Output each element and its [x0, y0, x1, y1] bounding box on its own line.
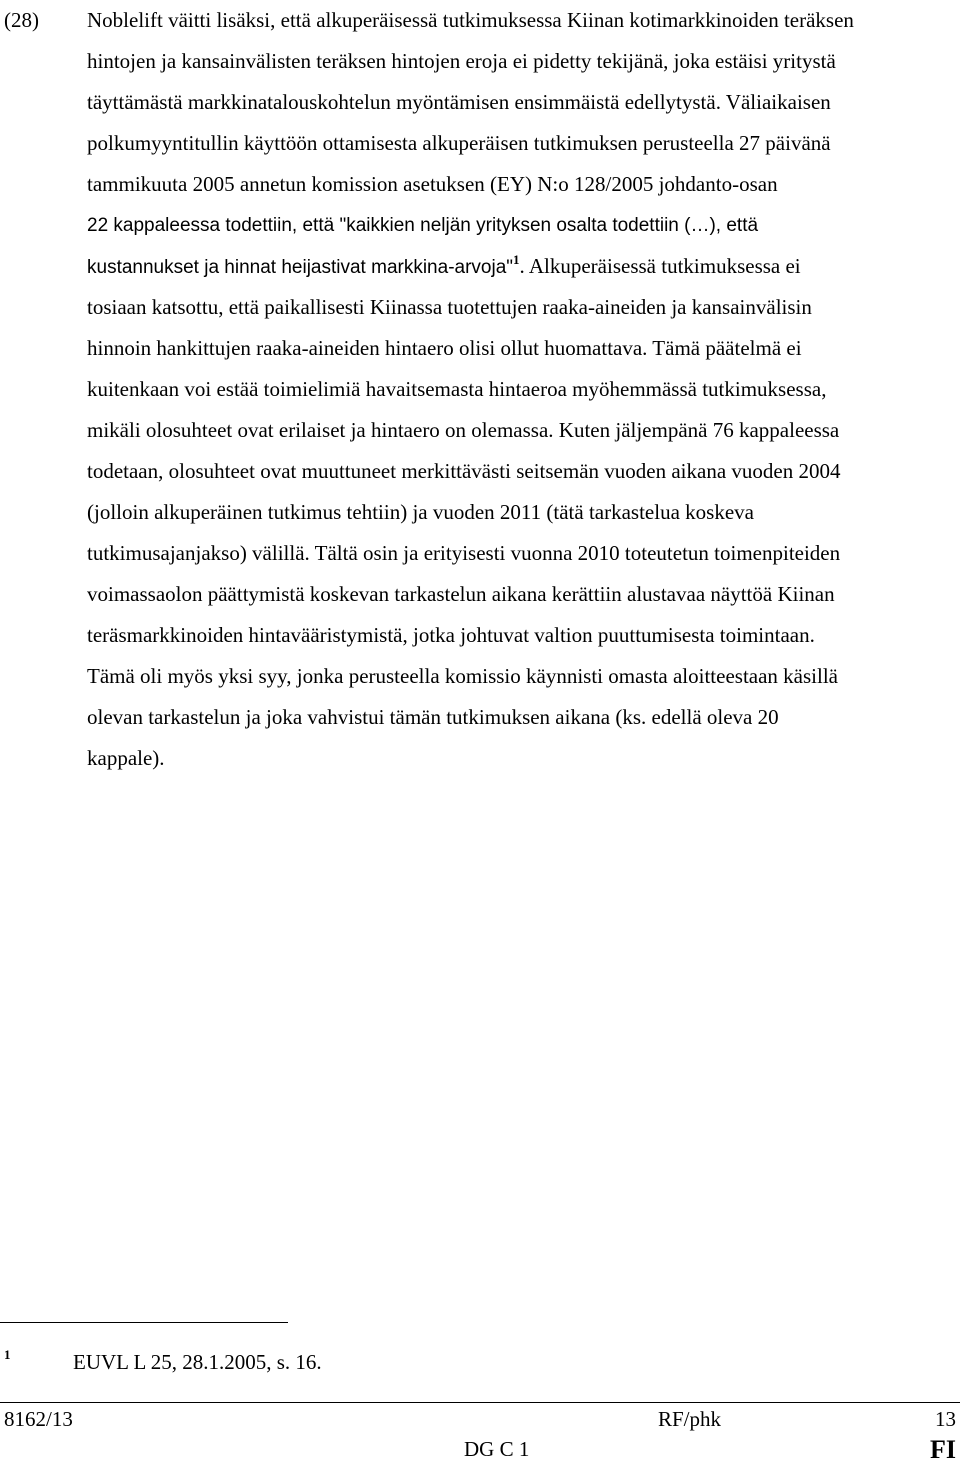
text-line: teräsmarkkinoiden hintavääristymistä, jotka johtuvat valtion puuttumisesta toimintaan. [87, 623, 815, 647]
text-line: olevan tarkastelun ja joka vahvistui tämän tutkimuksen aikana (ks. edellä oleva 20 [87, 705, 779, 729]
text-line: polkumyyntitullin käyttöön ottamisesta alkuperäisen tutkimuksen perusteella 27 päivänä [87, 131, 831, 155]
paragraph-28-body [87, 0, 959, 779]
quoted-text-line: 22 kappaleessa todettiin, että "kaikkien neljän yrityksen osalta todettiin (…), että [87, 215, 759, 236]
text-fragment: . Alkuperäisessä tutkimuksessa ei [519, 254, 801, 278]
text-line: kuitenkaan voi estää toimielimiä havaitsemasta hintaeroa myöhemmässä tutkimuksessa, [87, 377, 827, 401]
footer-separator [0, 1402, 960, 1403]
text-line-with-footnote [87, 246, 959, 287]
text-line: kappale). [87, 746, 165, 770]
text-line: Noblelift väitti lisäksi, että alkuperäisessä tutkimuksessa Kiinan kotimarkkinoiden teräksen [87, 8, 854, 32]
footnote-mark: 1 [4, 1347, 11, 1362]
text-line: mikäli olosuhteet ovat erilaiset ja hintaero on olemassa. Kuten jäljempänä 76 kappaleessa [87, 418, 840, 442]
footnote-reference[interactable]: 1 [513, 252, 520, 267]
text-line: todetaan, olosuhteet ovat muuttuneet merkittävästi seitsemän vuoden aikana vuoden 2004 [87, 459, 841, 483]
text-line: täyttämästä markkinatalouskohtelun myöntämisen ensimmäistä edellytystä. Väliaikaisen [87, 90, 831, 114]
department-code: DG C 1 [464, 1437, 530, 1461]
footnote-separator [0, 1322, 288, 1323]
quoted-text: kustannukset ja hinnat heijastivat markkina-arvoja" [87, 257, 514, 278]
text-line: tutkimusajanjakso) välillä. Tältä osin ja erityisesti vuonna 2010 toteutetun toimenpiteiden [87, 541, 841, 565]
footnote-text: EUVL L 25, 28.1.2005, s. 16. [73, 1350, 322, 1374]
paragraph-number: (28) [4, 8, 39, 32]
text-line: tosiaan katsottu, että paikallisesti Kiinassa tuotettujen raaka-aineiden ja kansainvälisin [87, 295, 812, 319]
document-number: 8162/13 [4, 1407, 73, 1431]
author-initials: RF/phk [658, 1407, 722, 1431]
page-number: 13 [935, 1407, 956, 1431]
text-line: hinnoin hankittujen raaka-aineiden hintaero olisi ollut huomattava. Tämä päätelmä ei [87, 336, 802, 360]
text-line: (jolloin alkuperäinen tutkimus tehtiin) ja vuoden 2011 (tätä tarkastelua koskeva [87, 500, 754, 524]
language-code: FI [930, 1435, 956, 1464]
text-line: voimassaolon päättymistä koskevan tarkastelun aikana kerättiin alustavaa näyttöä Kiinan [87, 582, 835, 606]
text-line: tammikuuta 2005 annetun komission asetuksen (EY) N:o 128/2005 johdanto-osan [87, 172, 778, 196]
text-line: hintojen ja kansainvälisten teräksen hintojen eroja ei pidetty tekijänä, joka estäisi yritystä [87, 49, 836, 73]
footnote [0, 1347, 700, 1381]
text-line: Tämä oli myös yksi syy, jonka perusteella komissio käynnisti omasta aloitteestaan käsillä [87, 664, 838, 688]
